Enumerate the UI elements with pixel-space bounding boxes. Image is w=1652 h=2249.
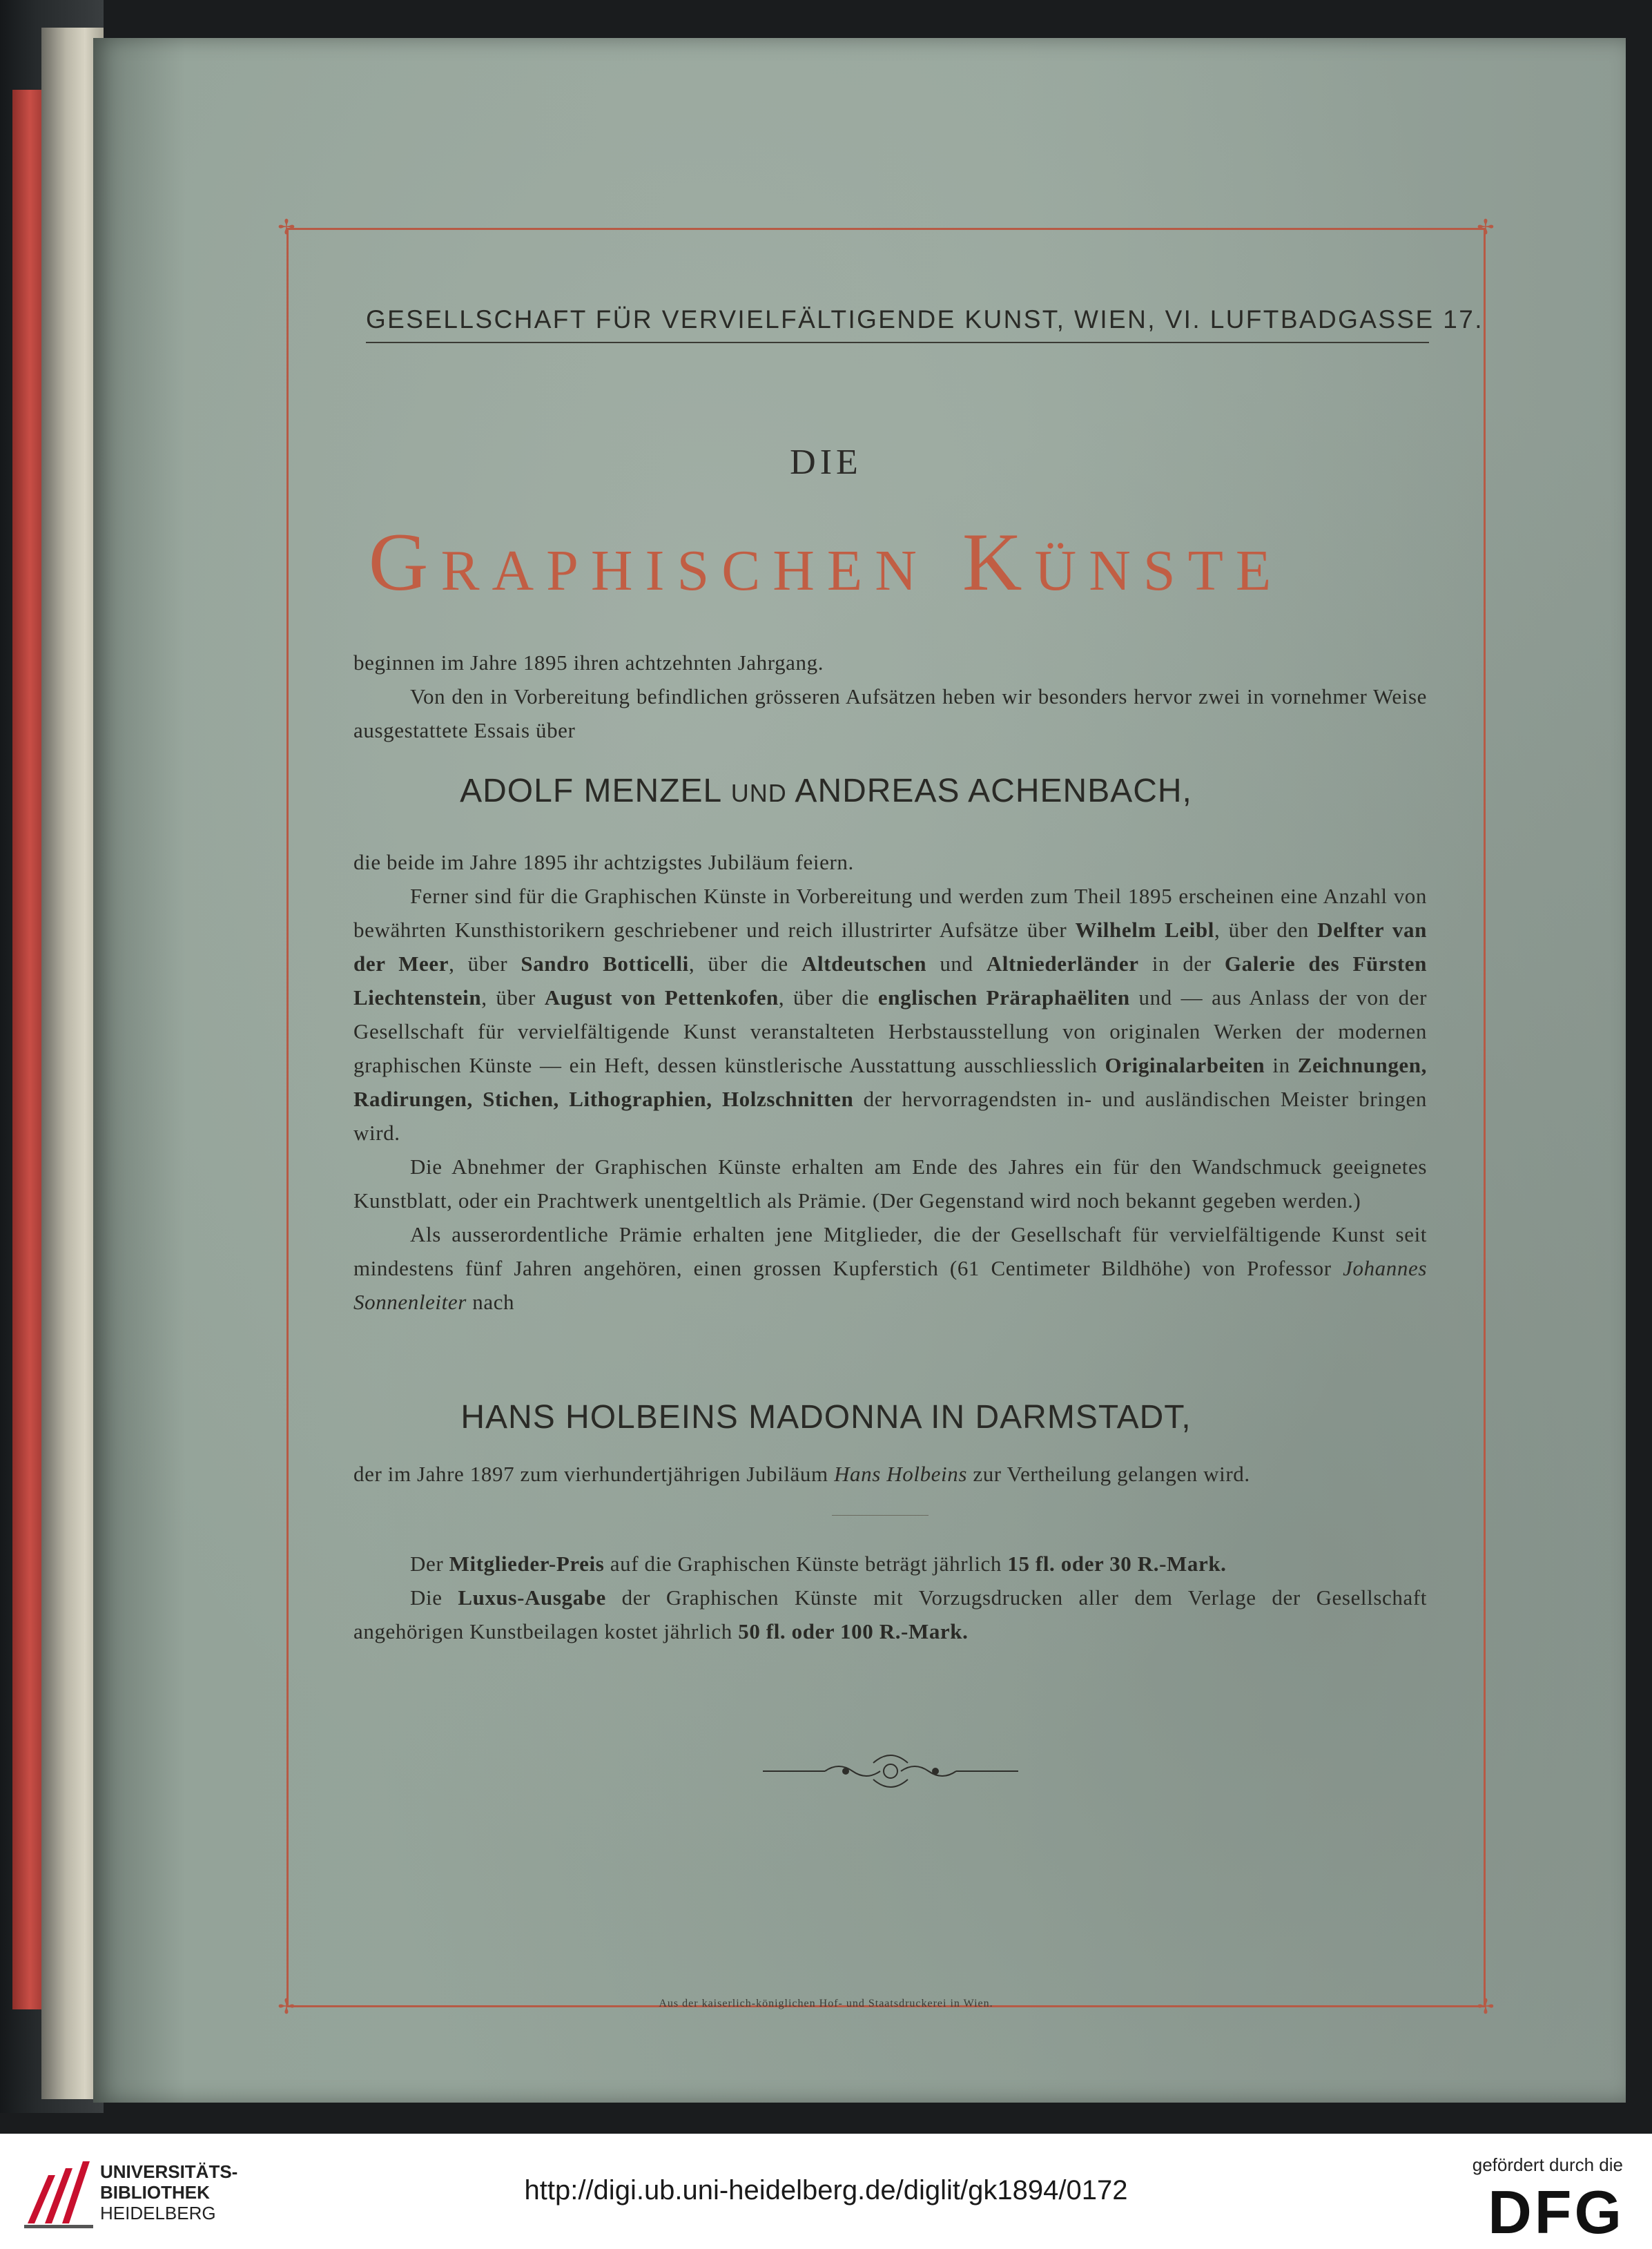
price-text bbox=[353, 1547, 1427, 1648]
frame-corner-ornament: ✢ bbox=[278, 216, 295, 239]
intro-text bbox=[353, 646, 1427, 747]
publisher-header: GESELLSCHAFT FÜR VERVIELFÄLTIGENDE KUNST, WIEN, VI. LUFTBADGASSE 17. bbox=[366, 305, 1484, 334]
header-underline bbox=[366, 342, 1429, 343]
separator-line bbox=[832, 1515, 929, 1516]
red-page-edge bbox=[12, 90, 44, 2009]
heading-part: ADOLF MENZEL bbox=[460, 773, 721, 809]
paragraph: Als ausserordentliche Prämie erhalten jene Mitglieder, die der Gesellschaft für vervielfältigende Kunst seit mindestens fünf Jahren angehören, einen grossen Kupferstich (61 Centimeter Bildhöhe) von Professor Johannes Sonnenleiter nach bbox=[353, 1222, 1427, 1314]
heading-part: ANDREAS ACHENBACH, bbox=[795, 773, 1192, 809]
frame-corner-ornament: ✢ bbox=[1477, 1996, 1495, 2018]
paragraph: Die Abnehmer der Graphischen Künste erhalten am Ende des Jahres ein für den Wandschmuck geeignetes Kunstblatt, oder ein Prachtwerk unentgeltlich als Prämie. (Der Gegenstand wird noch bekannt gegeben werden.) bbox=[353, 1155, 1427, 1213]
funding-note: gefördert durch die bbox=[1472, 2154, 1623, 2175]
paragraph: die beide im Jahre 1895 ihr achtzigstes Jubiläum feiern. bbox=[353, 850, 854, 874]
digitization-footer bbox=[0, 2134, 1652, 2249]
paragraph: Ferner sind für die Graphischen Künste in Vorbereitung und werden zum Theil 1895 erscheinen eine Anzahl von bewährten Kunsthistorikern geschriebener und reich illustrirter Aufsätze über Wilhelm Leibl, über den Delfter van der Meer, über Sandro Botticelli, über die Altdeutschen und Altniederländer in der Galerie des Fürsten Liechtenstein, über August von Pettenkofen, über die englischen Präraphaëliten und — aus Anlass der von der Gesellschaft für vervielfältigende Kunst veranstalteten Herbstausstellung von originalen Werken der modernen graphischen Künste — ein Heft, dessen künstlerische Ausstattung ausschliesslich Originalarbeiten in Zeichnungen, Radirungen, Stichen, Lithographien, Holzschnitten der hervorragendsten in- und ausländischen Meister bringen wird. bbox=[353, 884, 1427, 1145]
closing-text bbox=[353, 1457, 1427, 1491]
heading-menzel-achenbach bbox=[0, 772, 1652, 810]
paragraph: Der Mitglieder-Preis auf die Graphischen Künste beträgt jährlich 15 fl. oder 30 R.-Mark. bbox=[410, 1552, 1227, 1576]
printer-imprint: Aus der kaiserlich-königlichen Hof- und Staatsdruckerei in Wien. bbox=[659, 1998, 993, 2009]
library-name-line: HEIDELBERG bbox=[100, 2203, 216, 2223]
paragraph: beginnen im Jahre 1895 ihren achtzehnten Jahrgang. bbox=[353, 650, 824, 675]
library-name-line: UNIVERSITÄTS- bbox=[100, 2161, 238, 2182]
permalink-url[interactable]: http://digi.ub.uni-heidelberg.de/diglit/gk1894/0172 bbox=[524, 2175, 1128, 2205]
paragraph: Die Luxus-Ausgabe der Graphischen Künste mit Vorzugsdrucken aller dem Verlage der Gesellschaft angehörigen Kunstbeilagen kostet jährlich 50 fl. oder 100 R.-Mark. bbox=[353, 1585, 1427, 1643]
vignette-ornament-icon bbox=[763, 1750, 1018, 1792]
heading-part: UND bbox=[730, 779, 787, 807]
paragraph: Von den in Vorbereitung befindlichen grösseren Aufsätzen heben wir besonders hervor zwei in vornehmer Weise ausgestattete Essais über bbox=[353, 684, 1427, 742]
library-name-line: BIBLIOTHEK bbox=[100, 2182, 210, 2203]
heading-holbein-madonna: HANS HOLBEINS MADONNA IN DARMSTADT, bbox=[460, 1399, 1192, 1436]
paragraph: der im Jahre 1897 zum vierhundertjährigen Jubiläum Hans Holbeins zur Vertheilung gelangen wird. bbox=[353, 1462, 1250, 1486]
dfg-logo: DFG bbox=[1488, 2178, 1624, 2246]
body-text bbox=[353, 845, 1427, 1319]
frame-corner-ornament: ✢ bbox=[278, 1996, 295, 2018]
page-title: Graphischen Künste bbox=[368, 516, 1284, 608]
title-article: DIE bbox=[790, 443, 862, 482]
frame-corner-ornament: ✢ bbox=[1477, 216, 1495, 239]
